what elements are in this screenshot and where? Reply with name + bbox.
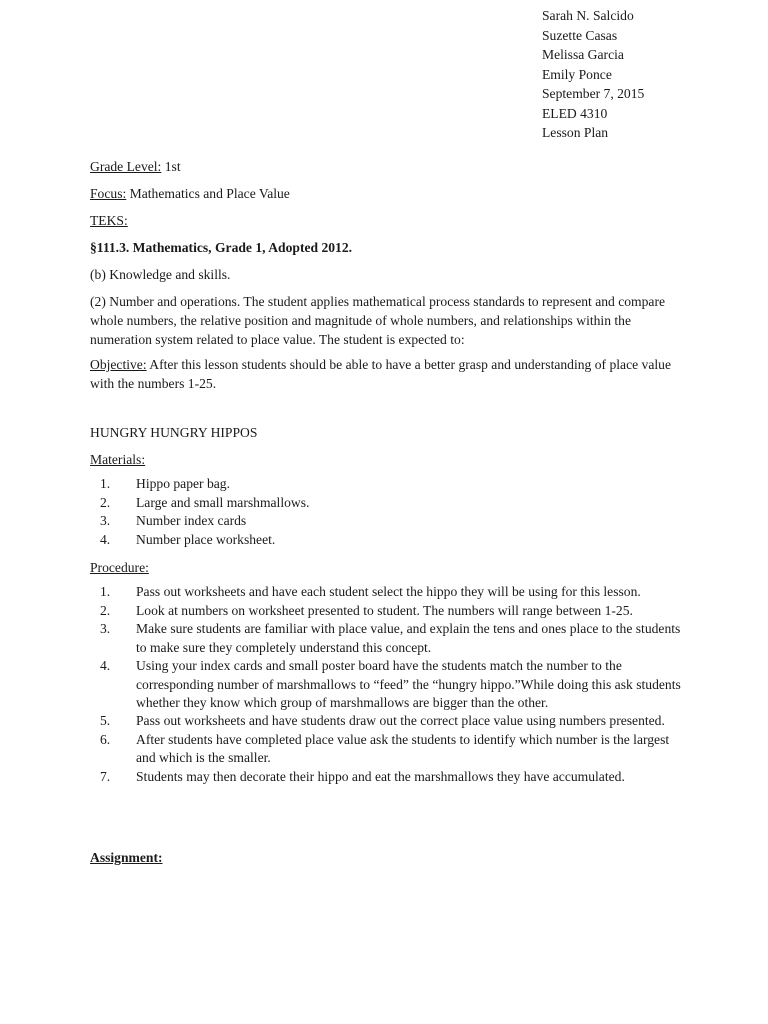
author-header xyxy=(542,6,644,143)
author-name: Suzette Casas xyxy=(542,27,618,43)
grade-level-value: 1st xyxy=(161,159,181,174)
procedure-list xyxy=(90,583,685,786)
knowledge-skills: (b) Knowledge and skills. xyxy=(90,267,231,282)
list-item-text: Number index cards xyxy=(136,513,247,528)
list-item-text: Pass out worksheets and have each student select the hippo they will be using for this lesson. xyxy=(136,584,641,599)
objective-text: After this lesson students should be able to have a better grasp and understanding of place value with the numbers 1-25. xyxy=(90,357,671,391)
document-date: September 7, 2015 xyxy=(542,86,645,101)
materials-heading xyxy=(90,450,685,469)
list-item: 4. Number place worksheet. xyxy=(100,531,276,547)
materials-list xyxy=(90,475,685,549)
list-item-text: Number place worksheet. xyxy=(136,531,276,547)
list-item: 6. After students have completed place value ask the students to identify which number is the largest and which is the smaller. xyxy=(100,732,670,766)
list-item: 7. Students may then decorate their hippo and eat the marshmallows they have accumulated. xyxy=(100,769,625,785)
list-item: 3. Make sure students are familiar with place value, and explain the tens and ones place to the students to make sure they completely understand this concept. xyxy=(100,621,681,655)
objective-label: Objective: xyxy=(90,357,147,372)
grade-level-label: Grade Level: xyxy=(90,159,162,174)
activity-title: HUNGRY HUNGRY HIPPOS xyxy=(90,425,258,440)
procedure-label: Procedure: xyxy=(90,560,149,575)
list-item-text: Hippo paper bag. xyxy=(136,476,230,491)
list-item: 1. Hippo paper bag. xyxy=(100,476,230,491)
lesson-body xyxy=(90,157,685,867)
author-name: Emily Ponce xyxy=(542,66,612,82)
focus-label: Focus: xyxy=(90,186,127,201)
objective xyxy=(90,355,685,393)
standard-title: §111.3. Mathematics, Grade 1, Adopted 2012. xyxy=(90,240,353,255)
list-item-text: After students have completed place value ask the students to identify which number is the largest and which is the smaller. xyxy=(136,732,670,766)
list-item-text: Pass out worksheets and have students draw out the correct place value using numbers presented. xyxy=(136,713,665,729)
list-item-text: Large and small marshmallows. xyxy=(136,494,310,510)
number-operations: (2) Number and operations. The student applies mathematical process standards to represent and compare whole numbers, the relative position and magnitude of whole numbers, and relationships within the numeration system related to place value. The student is expected to: xyxy=(90,294,666,347)
list-item: 5. Pass out worksheets and have students draw out the correct place value using numbers presented. xyxy=(100,713,665,729)
teks-label: TEKS: xyxy=(90,213,128,228)
author-name: Sarah N. Salcido xyxy=(542,8,634,23)
teks-heading xyxy=(90,211,685,230)
grade-level xyxy=(90,157,685,176)
document-type: Lesson Plan xyxy=(542,125,609,140)
list-item: 2. Look at numbers on worksheet presented to student. The numbers will range between 1-25. xyxy=(100,602,633,618)
list-item-text: Look at numbers on worksheet presented to student. The numbers will range between 1-25. xyxy=(136,602,633,618)
list-item-text: Using your index cards and small poster board have the students match the number to the corresponding number of marshmallows to “feed” the “hungry hippo.”While doing this ask students whether they know which group of marshmallows are bigger than the other. xyxy=(136,658,681,710)
author-name: Melissa Garcia xyxy=(542,47,624,62)
list-item: 1. Pass out worksheets and have each student select the hippo they will be using for this lesson. xyxy=(100,584,641,599)
list-item: 4. Using your index cards and small poster board have the students match the number to the corresponding number of marshmallows to “feed” the “hungry hippo.”While doing this ask students whether they know which group of marshmallows are bigger than the other. xyxy=(100,658,681,710)
list-item-text: Students may then decorate their hippo and eat the marshmallows they have accumulated. xyxy=(136,769,625,785)
list-item-text: Make sure students are familiar with place value, and explain the tens and ones place to the students to make sure they completely understand this concept. xyxy=(136,621,681,655)
assignment-heading: Assignment: xyxy=(90,850,163,866)
course-code: ELED 4310 xyxy=(542,105,608,121)
list-item: 2. Large and small marshmallows. xyxy=(100,494,310,510)
procedure-heading xyxy=(90,558,685,577)
materials-label: Materials: xyxy=(90,452,146,467)
focus-value: Mathematics and Place Value xyxy=(126,186,290,201)
focus xyxy=(90,184,685,203)
list-item: 3. Number index cards xyxy=(100,513,247,528)
